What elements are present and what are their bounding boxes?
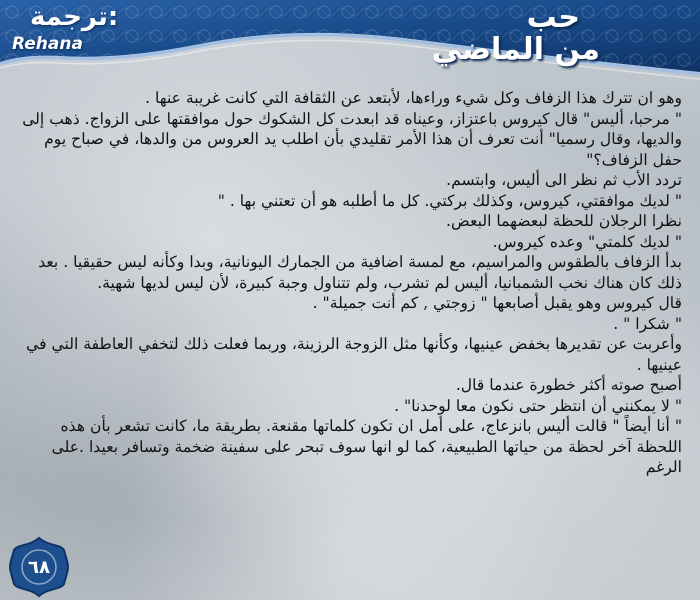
paragraph: " مرحبا، أليس" قال كيروس باعتزاز، وعيناه قد ابعدت كل الشكوك حول موافقتها على الزواج. ذهب إلى والديها، وقال رسميا" أنت تعرف أن هذا الأمر تقليدي بأن اطلب يد العروس من والدها، في صباح يوم حفل الزفاف؟" [22,109,682,169]
paragraph: وهو ان تترك هذا الزفاف وكل شيء وراءها، لأبتعد عن الثقافة التي كانت غريبة عنها . [145,89,682,107]
paragraph: وأعربت عن تقديرها بخفض عينيها، وكأنها مثل الزوجة الرزينة، وربما فعلت ذلك لتخفي العاطفة التي في عينيها . [26,335,682,374]
page-number: ٦٨ [28,556,50,578]
paragraph: " لديك موافقتي، كيروس، وكذلك بركتي. كل ما أطلبه هو أن تعتني بها . " [217,191,682,210]
translator-label: ترجمة: [30,2,119,32]
story-title-line1: حب [526,0,580,35]
paragraph: " لديك كلمتي" وعده كيروس. [492,232,682,251]
paragraph: نظرا الرجلان للحظة لبعضهما البعض. [446,212,682,230]
paragraph: " لا يمكنني أن انتظر حتى نكون معا لوحدنا" . [394,396,682,415]
paragraph: " شكرا " . [613,314,682,333]
header-banner [0,0,700,90]
paragraph: " أنا أيضاً " قالت أليس بانزعاج، على أمل ان تكون كلماتها مقنعة. بطريقة ما، كانت تشعر بأن هذه اللحظة آخر لحظة من حياتها الطبيعية، كما لو انها سوف تبحر على سفينة ضخمة وتسافر بعيدا .على الرغم [51,417,682,476]
paragraph: بدأ الزفاف بالطقوس والمراسيم، مع لمسة اضافية من الجمارك اليونانية، وبدا وكأنه ليس حقيقيا . بعد ذلك كان هناك نخب الشمبانيا، أليس لم تشرب، ولم تتناول وجبة كبيرة، لأن ليس لديها شهية. [38,253,682,292]
paragraph: قال كيروس وهو يقبل أصابعها " زوجتي , كم أنت جميلة" . [312,294,682,312]
story-body [22,88,682,588]
translator-name: Rehana [12,34,83,54]
paragraph: أصبح صوته أكثر خطورة عندما قال. [455,376,682,394]
story-title-line2: من الماضي [431,32,600,67]
paragraph: تردد الأب ثم نظر الى أليس، وابتسم. [446,171,682,189]
